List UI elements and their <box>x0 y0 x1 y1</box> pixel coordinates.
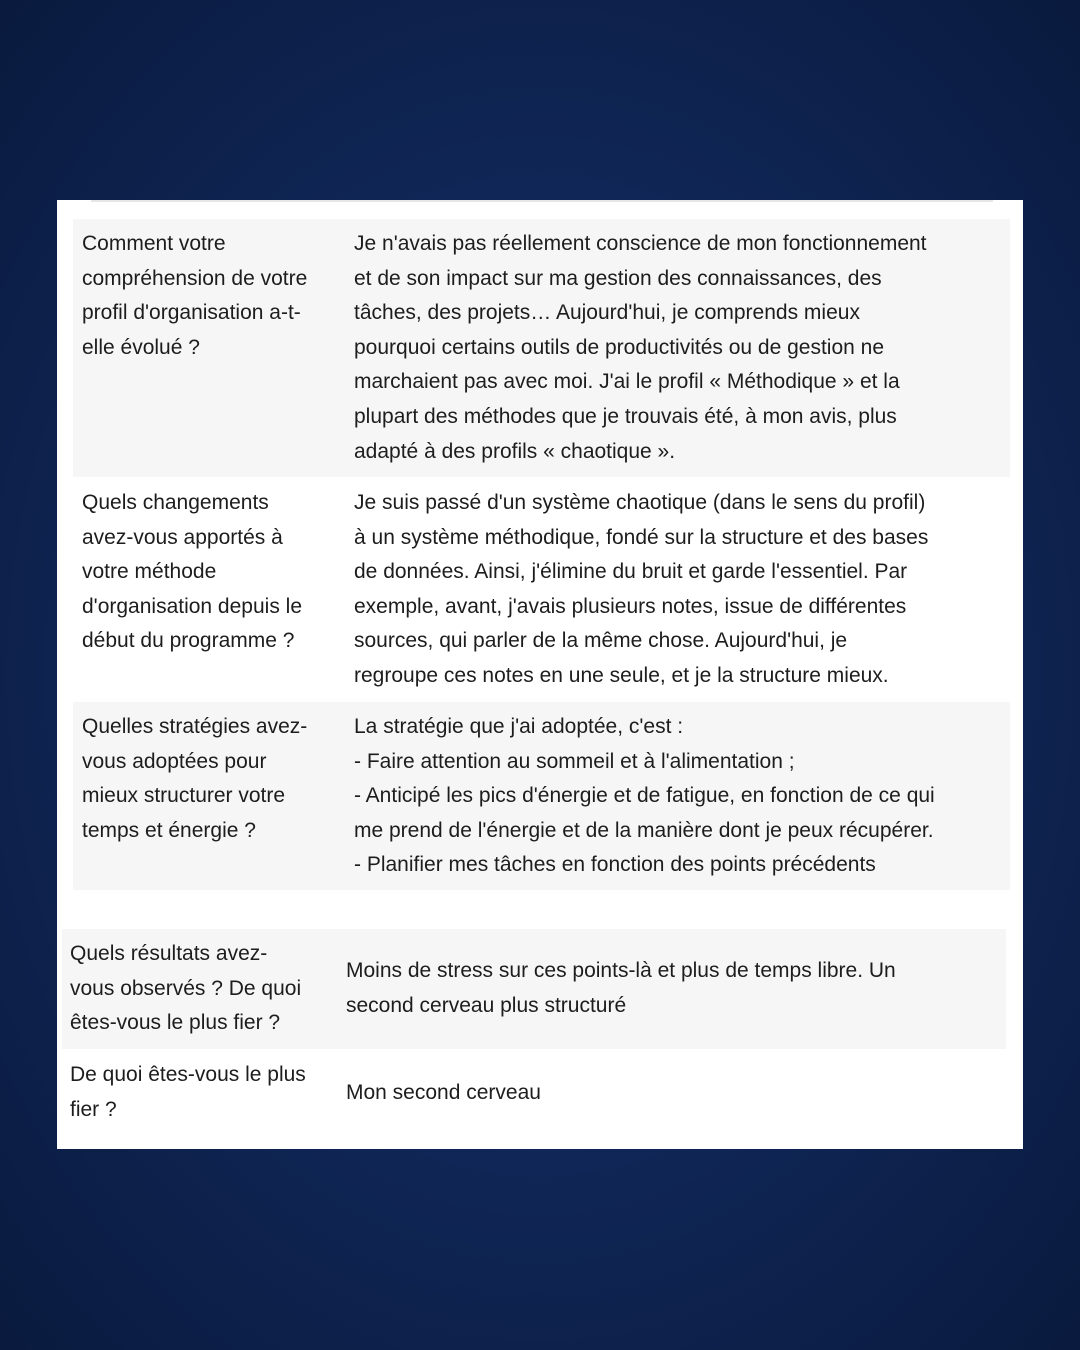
table-row <box>62 1055 1006 1131</box>
answer-cell: La stratégie que j'ai adoptée, c'est : - Faire attention au sommeil et à l'alimentation ; - Anticipé les pics d'énergie et de fatigue, en fonction de ce qui me prend de l'énergie et de la manière dont je peux récupérer. - Planifier mes tâches en fonction des points précédents <box>354 715 935 877</box>
question-cell: Quels résultats avez- vous observés ? De quoi êtes-vous le plus fier ? <box>70 942 302 1035</box>
question-cell: Quels changements avez-vous apportés à votre méthode d'organisation depuis le début du programme ? <box>82 491 302 653</box>
document-card <box>57 200 1023 1149</box>
answer-cell: Je suis passé d'un système chaotique (dans le sens du profil) à un système méthodique, fondé sur la structure et des bases de données. Ainsi, j'élimine du bruit et garde l'essentiel. Par exemple, avant, j'avais plusieurs notes, issue de différentes sources, qui parler de la même chose. Aujourd'hui, je regroupe ces notes en une seule, et je la structure mieux. <box>354 491 929 687</box>
answer-cell: Mon second cerveau <box>346 1080 541 1104</box>
answer-cell: Je n'avais pas réellement conscience de mon fonctionnement et de son impact sur ma gestion des connaissances, des tâches, des projets… Aujourd'hui, je comprends mieux pourquoi certains outils de productivités ou de gestion ne marchaient pas avec moi. J'ai le profil « Méthodique » et la plupart des méthodes que je trouvais été, à mon avis, plus adapté à des profils « chaotique ». <box>354 232 927 463</box>
answer-cell: Moins de stress sur ces points-là et plus de temps libre. Un second cerveau plus structuré <box>346 959 896 1017</box>
question-cell: Quelles stratégies avez- vous adoptées pour mieux structurer votre temps et énergie ? <box>82 715 308 842</box>
table-row <box>73 702 1010 890</box>
table-row <box>73 219 1010 477</box>
table-row <box>62 929 1006 1049</box>
question-cell: De quoi êtes-vous le plus fier ? <box>70 1063 306 1121</box>
table-row <box>73 478 1010 700</box>
divider <box>91 200 993 202</box>
question-cell: Comment votre compréhension de votre profil d'organisation a-t- elle évolué ? <box>82 232 308 359</box>
